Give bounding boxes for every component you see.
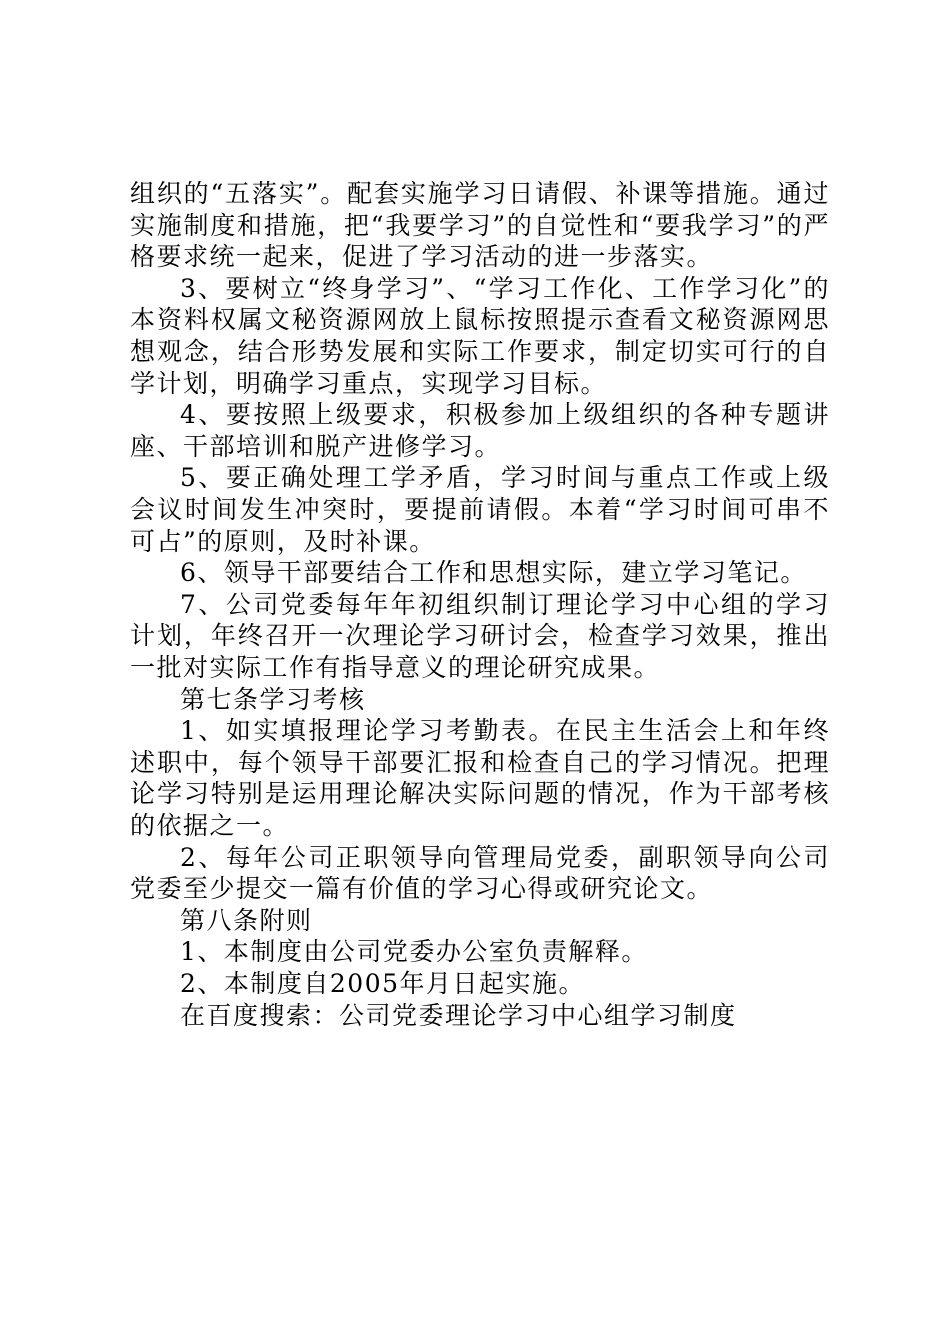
paragraph-supplementary-2: 2、本制度自2005年月日起实施。: [180, 968, 586, 998]
search-hint-line: 在百度搜索：公司党委理论学习中心组学习制度: [180, 1000, 737, 1030]
paragraph-continuation: 组织的“五落实”。配套实施学习日请假、补课等措施。通过实施制度和措施，把“我要学习”的自觉性和“要我学习”的严格要求统一起来，促进了学习活动的进一步落实。: [130, 179, 830, 272]
paragraph-assessment-2: 2、每年公司正职领导向管理局党委，副职领导向公司党委至少提交一篇有价值的学习心得或研究论文。: [130, 842, 830, 904]
paragraph-item-4: 4、要按照上级要求，积极参加上级组织的各种专题讲座、干部培训和脱产进修学习。: [130, 400, 830, 461]
section-heading-article-8: 第八条附则: [180, 905, 313, 935]
paragraph-item-7: 7、公司党委每年年初组织制订理论学习中心组的学习计划，年终召开一次理论学习研讨会，检查学习效果，推出一批对实际工作有指导意义的理论研究成果。: [130, 589, 830, 682]
paragraph-assessment-1: 1、如实填报理论学习考勤表。在民主生活会上和年终述职中，每个领导干部要汇报和检查自己的学习情况。把理论学习特别是运用理论解决实际问题的情况，作为干部考核的依据之一。: [130, 716, 830, 840]
section-heading-article-7: 第七条学习考核: [180, 684, 366, 714]
paragraph-item-3: 3、要树立“终身学习”、“学习工作化、工作学习化”的本资料权属文秘资源网放上鼠标按照提示查看文秘资源网思想观念，结合形势发展和实际工作要求，制定切实可行的自学计划，明确学习重点，实现学习目标。: [130, 273, 830, 398]
paragraph-item-5: 5、要正确处理工学矛盾，学习时间与重点工作或上级会议时间发生冲突时，要提前请假。本着“学习时间可串不可占”的原则，及时补课。: [130, 463, 830, 556]
paragraph-item-6: 6、领导干部要结合工作和思想实际，建立学习笔记。: [180, 558, 807, 588]
paragraph-supplementary-1: 1、本制度由公司党委办公室负责解释。: [180, 937, 648, 967]
document-body: [130, 178, 830, 1031]
